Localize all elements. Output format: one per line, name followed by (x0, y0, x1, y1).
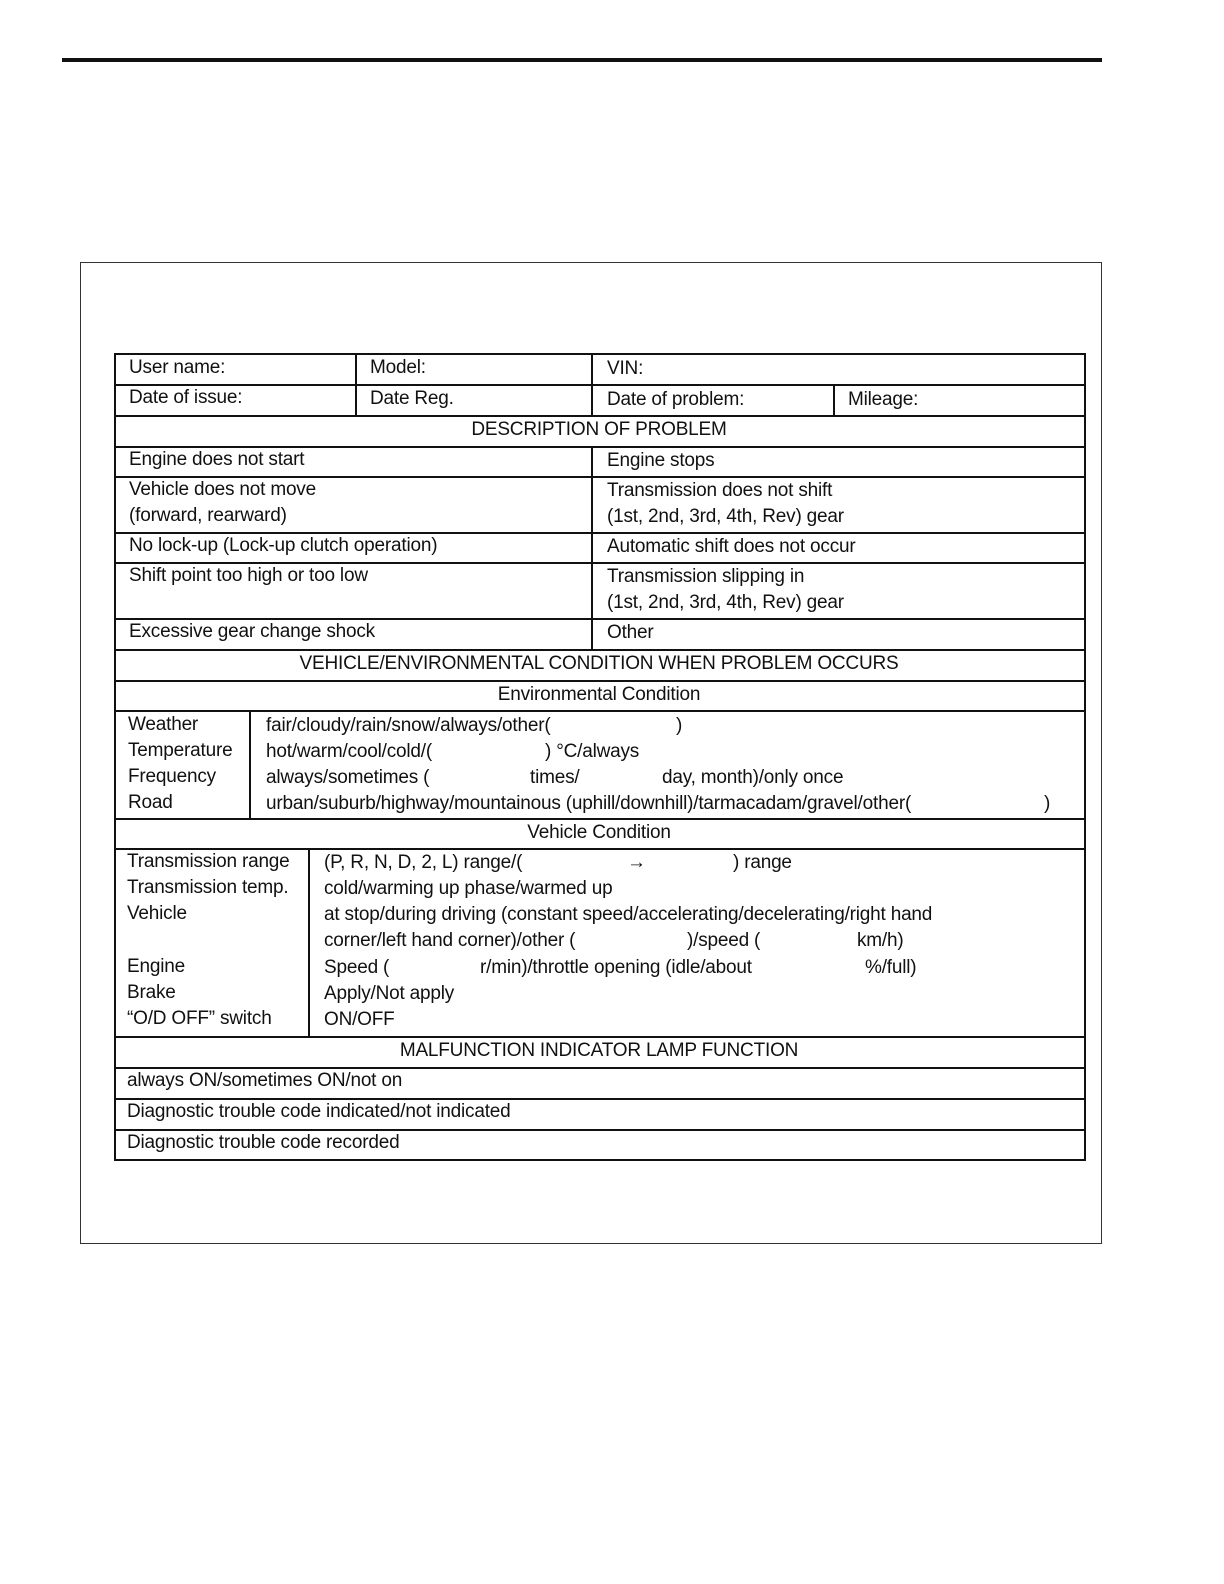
frequency-times: times/ (530, 767, 580, 788)
problem-item: (forward, rearward) (129, 505, 287, 526)
veh-label-brake: Brake (127, 982, 176, 1003)
divider (114, 1129, 1086, 1131)
od-switch-options: ON/OFF (324, 1009, 395, 1030)
brake-options: Apply/Not apply (324, 983, 455, 1004)
vehicle-speed-unit: km/h) (857, 930, 904, 951)
divider (114, 1067, 1086, 1069)
problem-item: Shift point too high or too low (129, 565, 368, 586)
vin-label: VIN: (607, 358, 644, 379)
divider (114, 818, 1086, 820)
divider (833, 384, 835, 416)
problem-item: Automatic shift does not occur (607, 536, 856, 557)
weather-options: fair/cloudy/rain/snow/always/other( (266, 715, 551, 736)
vehicle-speed-label: )/speed ( (687, 930, 761, 951)
problem-item: Engine does not start (129, 449, 305, 470)
problem-item: No lock-up (Lock-up clutch operation) (129, 535, 438, 556)
env-label-temperature: Temperature (128, 740, 233, 761)
vehicle-options-line2: corner/left hand corner)/other ( (324, 930, 576, 951)
mil-title: MALFUNCTION INDICATOR LAMP FUNCTION (399, 1040, 799, 1061)
model-label: Model: (370, 357, 426, 378)
transmission-range-options: (P, R, N, D, 2, L) range/( (324, 852, 523, 873)
divider (355, 353, 357, 416)
problem-item: Transmission does not shift (607, 480, 833, 501)
problem-item: (1st, 2nd, 3rd, 4th, Rev) gear (607, 592, 844, 613)
divider (114, 476, 1086, 478)
temperature-unit: ) °C/always (545, 741, 640, 762)
problem-item: Vehicle does not move (129, 479, 316, 500)
vehicle-options-line1: at stop/during driving (constant speed/accelerating/decelerating/right hand (324, 904, 933, 925)
divider (114, 415, 1086, 417)
divider (249, 710, 251, 819)
problem-item: Other (607, 622, 654, 643)
mil-row: Diagnostic trouble code recorded (127, 1132, 400, 1153)
veh-label-engine: Engine (127, 956, 185, 977)
divider (114, 1036, 1086, 1038)
date-reg-label: Date Reg. (370, 388, 454, 409)
divider (114, 680, 1086, 682)
divider (114, 649, 1086, 651)
date-of-issue-label: Date of issue: (129, 387, 243, 408)
arrow-right-icon: → (627, 852, 646, 873)
top-rule (62, 58, 1102, 62)
veh-label-od-switch: “O/D OFF” switch (127, 1008, 272, 1029)
frequency-options: always/sometimes ( (266, 767, 430, 788)
description-title: DESCRIPTION OF PROBLEM (471, 419, 727, 440)
date-of-problem-label: Date of problem: (607, 389, 745, 410)
road-options: urban/suburb/highway/mountainous (uphill/downhill)/tarmacadam/gravel/other( (266, 793, 912, 814)
problem-item: (1st, 2nd, 3rd, 4th, Rev) gear (607, 506, 844, 527)
divider (591, 446, 593, 650)
divider (114, 532, 1086, 534)
divider (114, 1098, 1086, 1100)
problem-item: Excessive gear change shock (129, 621, 375, 642)
divider (114, 618, 1086, 620)
conditions-title: VEHICLE/ENVIRONMENTAL CONDITION WHEN PROBLEM OCCURS (299, 653, 899, 674)
vehicle-condition-title: Vehicle Condition (527, 822, 671, 843)
temperature-options: hot/warm/cool/cold/( (266, 741, 433, 762)
env-label-road: Road (128, 792, 173, 813)
divider (114, 710, 1086, 712)
transmission-range-close: ) range (733, 852, 792, 873)
weather-blank-close: ) (676, 715, 683, 736)
veh-label-vehicle: Vehicle (127, 903, 187, 924)
environmental-title: Environmental Condition (497, 684, 701, 705)
user-name-label: User name: (129, 357, 226, 378)
road-blank-close: ) (1044, 793, 1051, 814)
veh-label-transmission-temp: Transmission temp. (127, 877, 289, 898)
env-label-frequency: Frequency (128, 766, 216, 787)
problem-item: Engine stops (607, 450, 715, 471)
divider (114, 446, 1086, 448)
engine-speed-label: Speed ( (324, 957, 390, 978)
mil-row: always ON/sometimes ON/not on (127, 1070, 403, 1091)
mileage-label: Mileage: (848, 389, 919, 410)
divider (114, 562, 1086, 564)
divider (114, 848, 1086, 850)
mil-row: Diagnostic trouble code indicated/not indicated (127, 1101, 511, 1122)
engine-throttle: r/min)/throttle opening (idle/about (480, 957, 752, 978)
env-label-weather: Weather (128, 714, 199, 735)
divider (114, 384, 1086, 386)
transmission-temp-options: cold/warming up phase/warmed up (324, 878, 613, 899)
problem-item: Transmission slipping in (607, 566, 805, 587)
engine-throttle-unit: %/full) (865, 957, 917, 978)
veh-label-transmission-range: Transmission range (127, 851, 290, 872)
frequency-period: day, month)/only once (662, 767, 844, 788)
divider (591, 353, 593, 416)
divider (308, 848, 310, 1037)
